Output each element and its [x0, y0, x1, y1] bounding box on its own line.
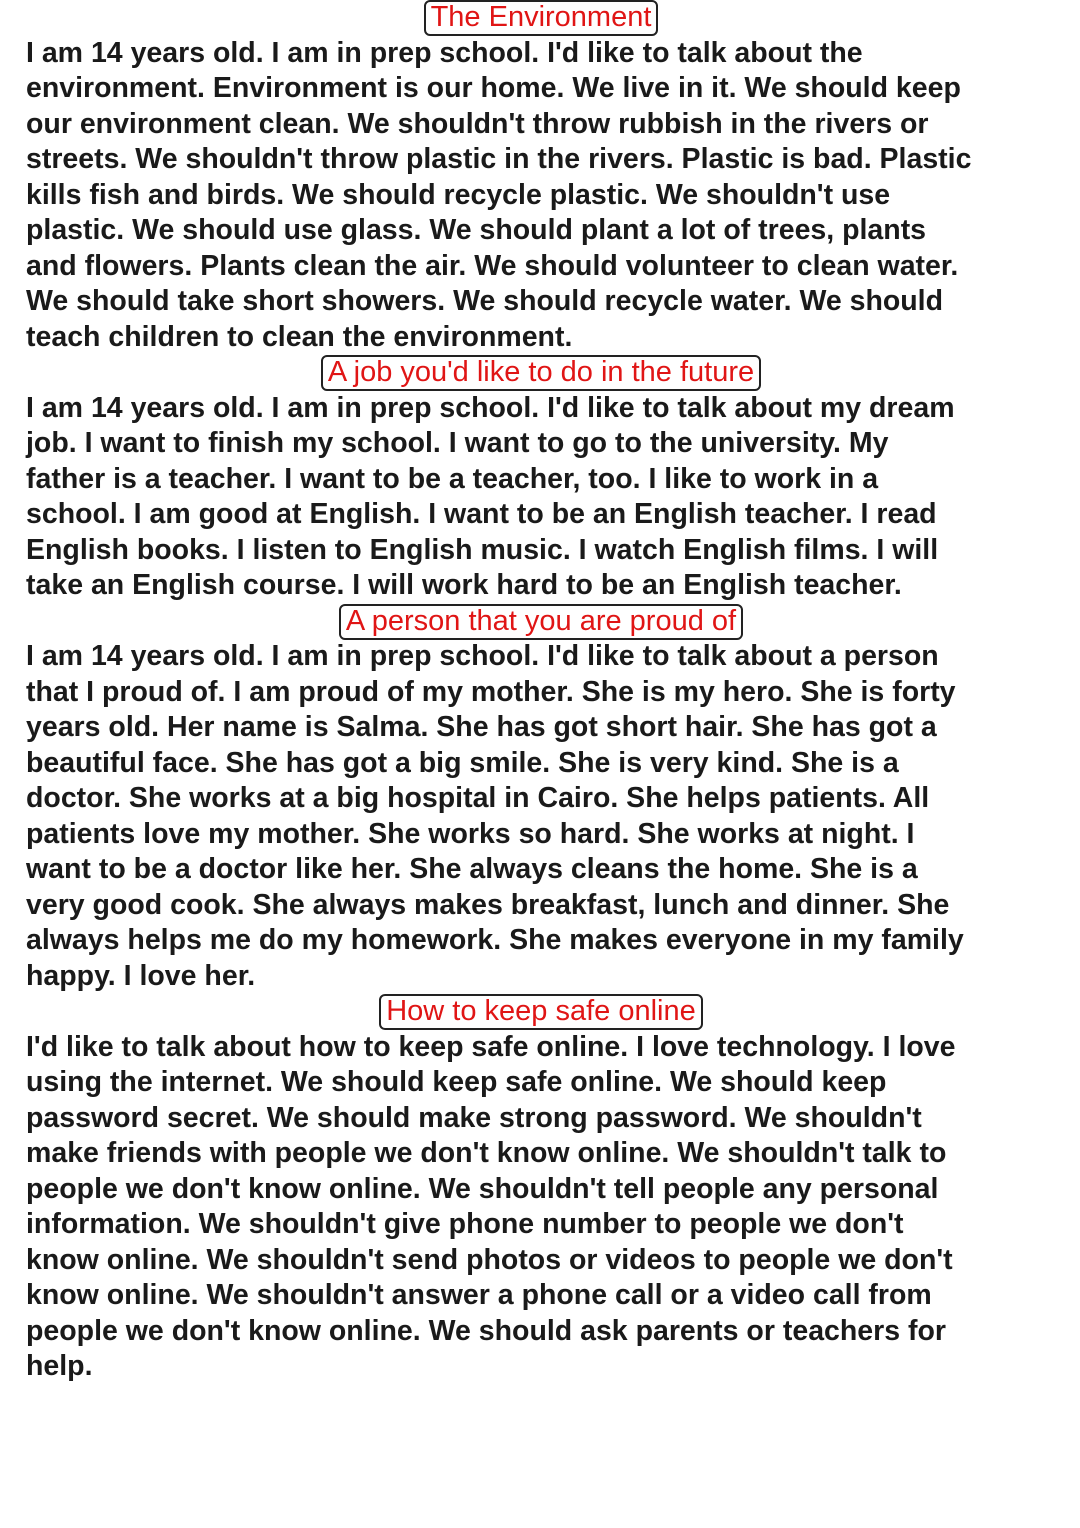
section-heading-row [26, 0, 1056, 36]
paragraph-line: information. We shouldn't give phone number to people we don't [26, 1208, 904, 1240]
paragraph-line: I am 14 years old. I am in prep school. I'd like to talk about the [26, 36, 863, 69]
section-title: A person that you are proud of [339, 604, 743, 640]
paragraph-line: know online. We shouldn't send photos or videos to people we don't [26, 1243, 953, 1276]
paragraph-line: know online. We shouldn't answer a phone call or a video call from [26, 1279, 932, 1311]
paragraph-line: job. I want to finish my school. I want to go to the university. My [26, 427, 889, 459]
paragraph-line: school. I am good at English. I want to be an English teacher. I read [26, 498, 937, 530]
document-page [26, 0, 1056, 1385]
section-paragraph [26, 1030, 1056, 1385]
paragraph-line: happy. I love her. [26, 959, 256, 992]
section-title: How to keep safe online [379, 994, 703, 1030]
paragraph-line: that I proud of. I am proud of my mother. She is my hero. She is forty [26, 675, 956, 708]
section-title: A job you'd like to do in the future [321, 355, 761, 391]
paragraph-line: want to be a doctor like her. She always cleans the home. She is a [26, 853, 918, 885]
section-title: The Environment [424, 0, 659, 36]
paragraph-line: plastic. We should use glass. We should plant a lot of trees, plants [26, 214, 927, 246]
paragraph-line: teach children to clean the environment. [26, 320, 573, 353]
paragraph-line: and flowers. Plants clean the air. We should volunteer to clean water. [26, 249, 959, 282]
section-paragraph [26, 391, 1056, 604]
paragraph-line: I am 14 years old. I am in prep school. I'd like to talk about my dream [26, 391, 955, 424]
section-safe-online [26, 994, 1056, 1385]
paragraph-line: always helps me do my homework. She makes everyone in my family [26, 924, 964, 956]
paragraph-line: kills fish and birds. We should recycle plastic. We shouldn't use [26, 178, 891, 211]
section-paragraph [26, 36, 1056, 356]
paragraph-line: help. [26, 1350, 93, 1382]
paragraph-line: English books. I listen to English music. I watch English films. I will [26, 533, 939, 566]
paragraph-line: take an English course. I will work hard to be an English teacher. [26, 569, 902, 601]
paragraph-line: doctor. She works at a big hospital in Cairo. She helps patients. All [26, 782, 930, 814]
section-future-job [26, 355, 1056, 604]
section-heading-row [26, 994, 1056, 1030]
paragraph-line: beautiful face. She has got a big smile. She is very kind. She is a [26, 746, 899, 779]
paragraph-line: environment. Environment is our home. We live in it. We should keep [26, 72, 961, 104]
paragraph-line: using the internet. We should keep safe online. We should keep [26, 1066, 887, 1098]
section-environment [26, 0, 1056, 355]
paragraph-line: I am 14 years old. I am in prep school. I'd like to talk about a person [26, 640, 939, 672]
paragraph-line: password secret. We should make strong password. We shouldn't [26, 1101, 922, 1134]
section-heading-row [26, 355, 1056, 391]
paragraph-line: people we don't know online. We should ask parents or teachers for [26, 1314, 947, 1347]
section-heading-row [26, 604, 1056, 640]
paragraph-line: years old. Her name is Salma. She has got short hair. She has got a [26, 711, 937, 743]
paragraph-line: very good cook. She always makes breakfast, lunch and dinner. She [26, 888, 950, 921]
section-proud-person [26, 604, 1056, 995]
paragraph-line: our environment clean. We shouldn't throw rubbish in the rivers or [26, 107, 929, 140]
paragraph-line: father is a teacher. I want to be a teacher, too. I like to work in a [26, 462, 879, 495]
paragraph-line: I'd like to talk about how to keep safe online. I love technology. I love [26, 1030, 956, 1063]
paragraph-line: streets. We shouldn't throw plastic in the rivers. Plastic is bad. Plastic [26, 143, 972, 175]
paragraph-line: We should take short showers. We should recycle water. We should [26, 285, 943, 317]
section-paragraph [26, 639, 1056, 994]
paragraph-line: make friends with people we don't know online. We shouldn't talk to [26, 1137, 947, 1169]
paragraph-line: patients love my mother. She works so hard. She works at night. I [26, 817, 915, 850]
paragraph-line: people we don't know online. We shouldn't tell people any personal [26, 1172, 939, 1205]
